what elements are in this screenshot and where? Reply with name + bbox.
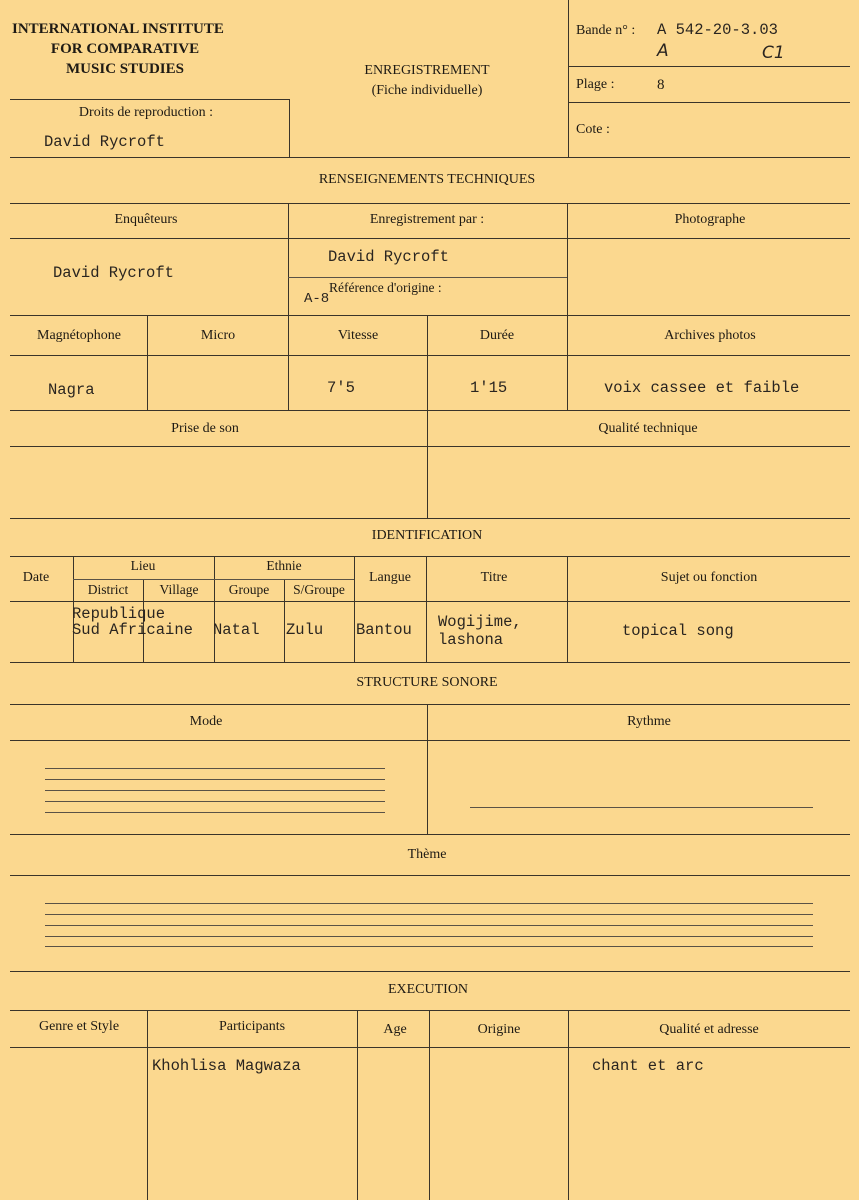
plage-label: Plage :	[576, 77, 615, 92]
rights-value: David Rycroft	[44, 133, 165, 151]
enregistrement-value: David Rycroft	[328, 248, 449, 266]
tech2-divider-3	[427, 315, 428, 518]
institute-line3: MUSIC STUDIES	[66, 61, 184, 77]
sujet-label: Sujet ou fonction	[660, 570, 758, 585]
lieu-ethnie-subline	[73, 579, 354, 580]
form-title: ENREGISTREMENT	[364, 63, 490, 78]
mode-bottom-line	[10, 834, 850, 835]
theme-line-4	[45, 936, 813, 937]
tech-header-line	[10, 238, 850, 239]
mode-line-4	[45, 801, 385, 802]
enregistrement-label: Enregistrement par :	[369, 212, 485, 227]
theme-line-1	[45, 903, 813, 904]
rights-top-line	[10, 99, 290, 100]
reference-line	[288, 277, 567, 278]
exec-divider-3	[429, 1010, 430, 1200]
structure-title-line	[10, 704, 850, 705]
identification-bottom-line	[10, 662, 850, 663]
cote-label: Cote :	[576, 122, 610, 137]
tech-col-divider-2	[567, 203, 568, 315]
theme-line-2	[45, 914, 813, 915]
sgroupe-label: S/Groupe	[293, 582, 345, 597]
exec-divider-1	[147, 1010, 148, 1200]
rights-right-line	[289, 99, 290, 157]
exec-divider-2	[357, 1010, 358, 1200]
technical-title: RENSEIGNEMENTS TECHNIQUES	[318, 172, 536, 187]
plage-line	[568, 102, 850, 103]
reference-value: A-8	[304, 291, 330, 307]
rythme-label: Rythme	[627, 714, 671, 729]
bande-line	[568, 66, 850, 67]
langue-value: Bantou	[356, 621, 412, 639]
titre-label: Titre	[480, 570, 508, 585]
langue-label: Langue	[369, 570, 411, 585]
enqueteurs-label: Enquêteurs	[114, 212, 178, 227]
archives-label: Archives photos	[664, 328, 756, 343]
vitesse-label: Vitesse	[337, 328, 379, 343]
tech3-header-line	[10, 446, 850, 447]
id-divider-langue	[426, 556, 427, 662]
lieu-label: Lieu	[130, 558, 156, 573]
id-divider-titre	[567, 556, 568, 662]
form-subtitle: (Fiche individuelle)	[371, 83, 483, 98]
qualite-adresse-label: Qualité et adresse	[659, 1022, 759, 1037]
duree-label: Durée	[479, 328, 515, 343]
district-label: District	[87, 582, 129, 597]
id-divider-village	[214, 556, 215, 662]
tech2-divider-4	[567, 315, 568, 410]
mode-line-3	[45, 790, 385, 791]
duree-value: 1'15	[470, 379, 508, 397]
sujet-value: topical song	[622, 622, 734, 640]
qualite-technique-label: Qualité technique	[598, 421, 698, 436]
exec-divider-4	[568, 1010, 569, 1200]
mode-label: Mode	[189, 714, 223, 729]
mode-line-2	[45, 779, 385, 780]
identification-header-line	[10, 601, 850, 602]
lieu-value-1: Republique	[72, 605, 166, 623]
participants-value: Khohlisa Magwaza	[152, 1057, 301, 1075]
tech-row2-line	[10, 315, 850, 316]
qualite-adresse-value: chant et arc	[592, 1057, 704, 1075]
magnetophone-label: Magnétophone	[37, 328, 121, 343]
mode-header-line	[10, 740, 850, 741]
technical-title-line	[10, 203, 850, 204]
theme-line-3	[45, 925, 813, 926]
enqueteurs-value: David Rycroft	[53, 264, 174, 282]
bande-hand-c1: C1	[762, 43, 785, 63]
bande-label: Bande n° :	[576, 23, 636, 38]
groupe-label: Groupe	[228, 582, 270, 597]
ethnie-label: Ethnie	[266, 558, 302, 573]
tech-row3-line	[10, 410, 850, 411]
vitesse-value: 7'5	[327, 379, 355, 397]
mode-line-1	[45, 768, 385, 769]
mode-line-5	[45, 812, 385, 813]
tech-col-divider-1	[288, 203, 289, 315]
rythme-line	[470, 807, 813, 808]
groupe-value: Natal	[213, 621, 260, 639]
theme-line-5	[45, 946, 813, 947]
sgroupe-value: Zulu	[286, 621, 324, 639]
execution-title: EXECUTION	[387, 982, 469, 997]
tech2-divider-1	[147, 315, 148, 410]
archives-value: voix cassee et faible	[604, 379, 800, 397]
age-label: Age	[383, 1022, 407, 1037]
reference-label: Référence d'origine :	[329, 280, 442, 295]
bande-hand-a: A	[657, 41, 669, 61]
magnetophone-value: Nagra	[48, 381, 95, 399]
genre-label: Genre et Style	[38, 1019, 120, 1034]
rights-label: Droits de reproduction :	[78, 105, 214, 120]
structure-bottom-line	[10, 971, 850, 972]
prise-label: Prise de son	[171, 421, 239, 436]
theme-label: Thème	[407, 847, 447, 862]
titre-value-2: lashona	[438, 631, 504, 649]
technical-bottom-line	[10, 518, 850, 519]
identification-title-line	[10, 556, 850, 557]
execution-header-line	[10, 1047, 850, 1048]
header-right-divider	[568, 0, 569, 157]
participants-label: Participants	[218, 1019, 286, 1034]
identification-title: IDENTIFICATION	[371, 528, 483, 543]
institute-line1: INTERNATIONAL INSTITUTE	[12, 21, 224, 37]
id-divider-groupe	[284, 580, 285, 662]
header-bottom-line	[10, 157, 850, 158]
lieu-value-2: Sud Africaine	[72, 621, 193, 639]
id-divider-sgroupe	[354, 556, 355, 662]
tech2-header-line	[10, 355, 850, 356]
origine-label: Origine	[477, 1022, 521, 1037]
bande-value: A 542-20-3.03	[657, 21, 778, 39]
execution-title-line	[10, 1010, 850, 1011]
institute-line2: FOR COMPARATIVE	[50, 41, 200, 57]
tech2-divider-2	[288, 315, 289, 410]
theme-header-line	[10, 875, 850, 876]
photographe-label: Photographe	[674, 212, 746, 227]
plage-value: 8	[657, 77, 665, 93]
village-label: Village	[159, 582, 199, 597]
structure-title: STRUCTURE SONORE	[356, 675, 498, 690]
date-label: Date	[22, 570, 50, 585]
titre-value-1: Wogijime,	[438, 613, 522, 631]
mode-rythme-divider	[427, 704, 428, 834]
micro-label: Micro	[200, 328, 236, 343]
